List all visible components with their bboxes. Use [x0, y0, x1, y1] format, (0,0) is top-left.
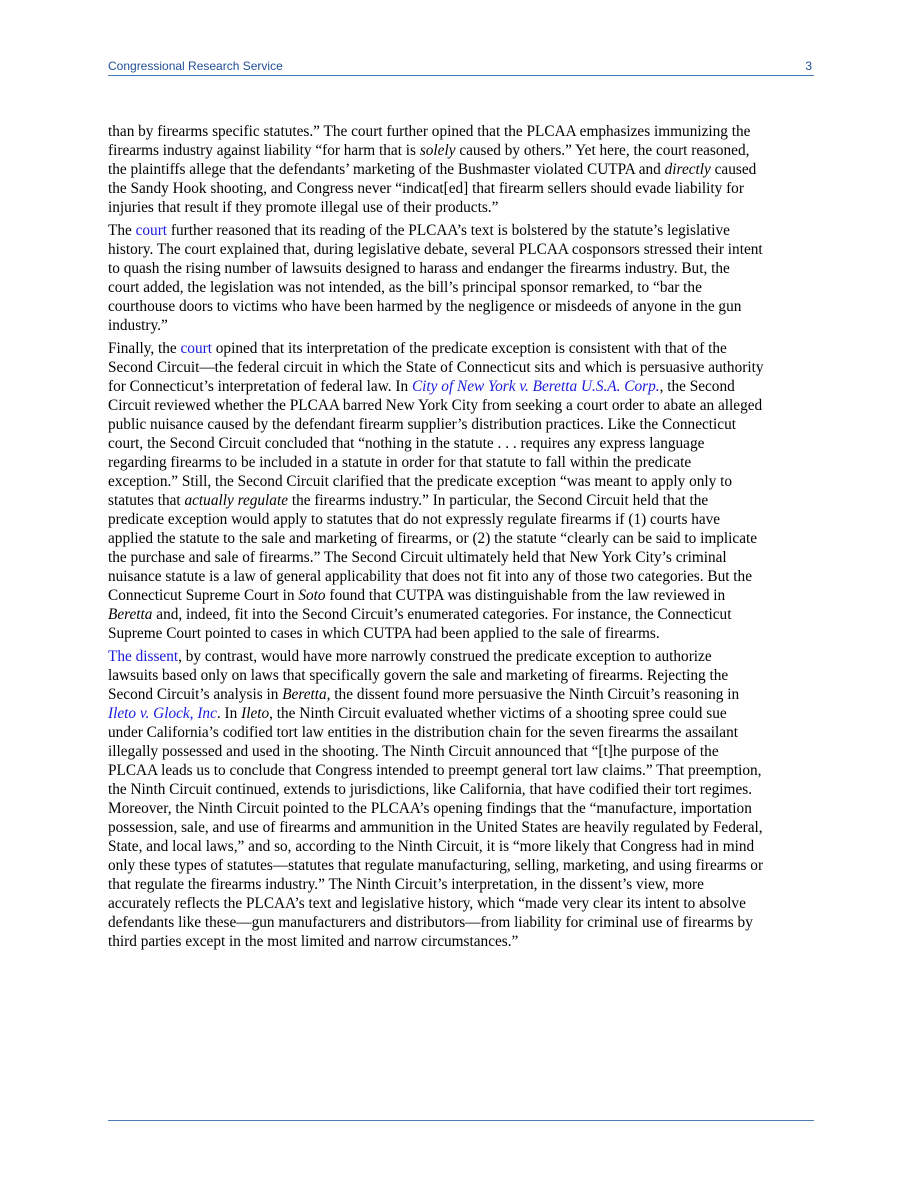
text-run: Finally, the	[108, 340, 181, 357]
case-link-ileto[interactable]	[108, 705, 217, 722]
paragraph	[108, 647, 764, 951]
header-page-number: 3	[805, 59, 812, 73]
text-run: the firearms industry.” In particular, the Second Circuit held that the predicate exception would apply to statutes that do not expressly regulate firearms if (1) courts have applied the statute to the sale and marketing of firearms, or (2) the statute “clearly can be said to implicate the purchase and sale of firearms.” The Second Circuit ultimately held that New York City’s criminal nuisance statute is a law of general applicability that does not fit into any of those two categories. But the Connecticut Supreme Court in	[108, 492, 758, 604]
italic-text: solely	[419, 142, 456, 159]
text-run: The	[108, 222, 136, 239]
text-run: and, indeed, fit into the Second Circuit’s enumerated categories. For instance, the Connecticut Supreme Court pointed to cases in which CUTPA had been applied to the sale of firearms.	[108, 606, 732, 642]
text-run: , by contrast, would have more narrowly construed the predicate exception to authorize lawsuits based only on laws that specifically govern the sale and marketing of firearms. Rejecting the Second Circuit’s analysis in	[108, 648, 729, 703]
paragraph	[108, 339, 764, 643]
italic-text: actually regulate	[184, 492, 288, 509]
text-run: caused by others.” Yet here, the court reasoned, the plaintiffs allege that the defendants’ marketing of the Bushmaster violated CUTPA and	[108, 142, 750, 178]
text-run: the dissent found more persuasive the Ninth Circuit’s reasoning in	[330, 686, 740, 703]
case-name: City of New York v. Beretta U.S.A. Corp.	[411, 378, 660, 395]
italic-text: directly	[664, 161, 711, 178]
italic-text: Soto	[298, 587, 326, 604]
court-link[interactable]: court	[135, 222, 168, 239]
case-link-beretta[interactable]	[412, 378, 660, 395]
case-name: Ileto v. Glock, Inc	[108, 705, 217, 722]
body-text	[108, 122, 764, 955]
paragraph	[108, 122, 764, 217]
court-link[interactable]: court	[180, 340, 212, 357]
header-organization: Congressional Research Service	[108, 59, 283, 73]
text-run: opined that its interpretation of the predicate exception is consistent with that of the Second Circuit—the federal circuit in which the State of Connecticut sits and which is persuasive authority for Connecticut’s interpretation of federal law. In	[108, 340, 764, 395]
text-run: . In	[216, 705, 242, 722]
italic-text: Beretta,	[282, 686, 331, 703]
text-run: further reasoned that its reading of the PLCAA’s text is bolstered by the statute’s legislative history. The court explained that, during legislative debate, several PLCAA cosponsors stressed their intent to quash the rising number of lawsuits designed to harass and endanger the firearms industry. But, the court added, the legislation was not intended, as the bill’s principal sponsor remarked, to “bar the courthouse doors to victims who have been harmed by the negligence or misdeeds of anyone in the gun industry.”	[108, 222, 763, 334]
italic-text: Ileto	[241, 705, 270, 722]
footer-rule	[108, 1120, 814, 1121]
text-run: than by firearms specific statutes.” The court further opined that the PLCAA emphasizes immunizing the firearms industry against liability “for harm that is	[108, 123, 751, 159]
text-run: , the Second Circuit reviewed whether the PLCAA barred New York City from seeking a court order to abate an alleged public nuisance caused by the defendant firearm supplier’s distribution practices. Like the Connecticut court, the Second Circuit concluded that “nothing in the statute . . . requires any express language regarding firearms to be included in a statute in order for that statute to fall within the predicate exception.” Still, the Second Circuit clarified that the predicate exception “was meant to apply only to statutes that	[108, 378, 763, 509]
paragraph	[108, 221, 764, 335]
italic-text: Beretta	[108, 606, 153, 623]
page-header	[108, 58, 814, 76]
text-run: found that CUTPA was distinguishable from the law reviewed in	[325, 587, 726, 604]
text-run: caused the Sandy Hook shooting, and Congress never “indicat[ed] that firearm sellers should evade liability for injuries that result if they promote illegal use of their products.”	[108, 161, 757, 216]
dissent-link[interactable]: The dissent	[108, 648, 179, 665]
text-run: , the Ninth Circuit evaluated whether victims of a shooting spree could sue under California’s codified tort law entities in the distribution chain for the seven firearms the assailant illegally possessed and used in the shooting. The Ninth Circuit announced that “[t]he purpose of the PLCAA leads us to conclude that Congress intended to preempt general tort law claims.” That preemption, the Ninth Circuit continued, extends to jurisdictions, like California, that have codified their tort regimes. Moreover, the Ninth Circuit pointed to the PLCAA’s opening findings that the “manufacture, importation possession, sale, and use of firearms and ammunition in the United States are heavily regulated by Federal, State, and local laws,” and so, according to the Ninth Circuit, it is “more likely that Congress had in mind only these types of statutes—statutes that regulate manufacturing, selling, marketing, and using firearms or that regulate the firearms industry.” The Ninth Circuit’s interpretation, in the dissent’s view, more accurately reflects the PLCAA’s text and legislative history, which “made very clear its intent to absolve defendants like these—gun manufacturers and distributors—from liability for criminal use of firearms by third parties except in the most limited and narrow circumstances.”	[108, 705, 764, 950]
